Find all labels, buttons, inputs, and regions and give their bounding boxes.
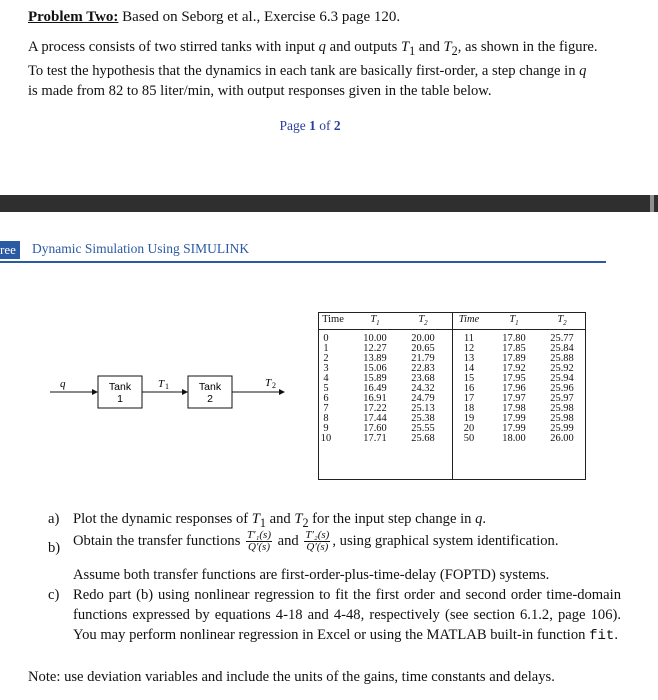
t2-sub: 2 <box>272 381 276 390</box>
tank2-label: Tank <box>198 381 222 393</box>
page-indicator <box>0 118 620 134</box>
intro-text-5: is made from 82 to 85 liter/min, with output responses given in the table below. <box>28 82 492 99</box>
table-cell: 25.97 <box>550 393 574 404</box>
page-prefix: Page <box>279 118 310 133</box>
table-mid-border <box>452 312 453 480</box>
column-t1-left <box>360 334 390 444</box>
qa-text-1: Plot the dynamic responses of <box>73 511 252 527</box>
header-t2-right: $T_2$ <box>557 314 567 328</box>
qc-text-1: Redo part (b) using nonlinear regression to fit the first order and second order time-domain functions expressed by equations 4-18 and 4-48, respectively (see section 6.1.2, page 106). You may perform nonlinear regression in Excel or using the MATLAB built-in function <box>73 587 621 643</box>
table-cell: 8 <box>323 413 329 424</box>
table-cell: 17.71 <box>363 433 387 444</box>
table-cell: 18.00 <box>502 433 526 444</box>
column-time-right <box>455 334 483 444</box>
intro-text-4: , as shown in the figure. To test the hypothesis that the dynamics in each tank are basically first-order, a step change in <box>28 39 598 79</box>
table-cell: 22.83 <box>411 363 435 374</box>
intro-t1-sub: 1 <box>409 43 416 58</box>
intro-q: q <box>318 39 326 55</box>
table-cell: 17.60 <box>363 423 387 434</box>
qb-text-2: , using graphical system identification. <box>332 532 559 549</box>
table-cell: 15.06 <box>363 363 387 374</box>
table-cell: 4 <box>323 373 329 384</box>
t2-label: T <box>265 377 272 389</box>
response-table <box>318 312 586 480</box>
t1-label: T <box>158 378 165 390</box>
table-cell: 17.95 <box>502 373 526 384</box>
table-cell: 20 <box>463 423 475 434</box>
table-cell: 17.96 <box>502 383 526 394</box>
question-c <box>73 585 621 646</box>
table-cell: 16 <box>463 383 475 394</box>
section-header <box>0 239 606 263</box>
qb-and: and <box>274 532 303 549</box>
tank2-number: 2 <box>207 393 213 405</box>
table-cell: 20.00 <box>411 333 435 344</box>
table-cell: 1 <box>323 343 329 354</box>
qa-text-3: for the input step change in <box>308 511 476 527</box>
problem-label: Problem Two: <box>28 9 119 25</box>
header-time-left: Time <box>322 314 344 325</box>
table-cell: 24.32 <box>411 383 435 394</box>
table-cell: 17.44 <box>363 413 387 424</box>
problem-reference: Based on Seborg et al., Exercise 6.3 page 120. <box>118 9 401 25</box>
note: Note: use deviation variables and include the units of the gains, time constants and delays. <box>28 669 555 685</box>
question-b <box>73 530 633 553</box>
intro-text-3: and <box>415 39 444 55</box>
table-cell: 12.27 <box>363 343 387 354</box>
fraction-t1-over-q <box>246 530 272 553</box>
frac2-den: Q′(s) <box>306 541 329 553</box>
table-cell: 11 <box>463 333 474 344</box>
table-cell: 25.92 <box>550 363 574 374</box>
table-cell: 9 <box>323 423 329 434</box>
intro-paragraph <box>28 37 598 101</box>
fraction-t2-over-q <box>304 530 330 553</box>
table-cell: 25.38 <box>411 413 435 424</box>
question-b-label: b) <box>48 540 61 556</box>
table-cell: 25.13 <box>411 403 435 414</box>
page-current: 1 <box>309 118 316 133</box>
table-cell: 18 <box>463 403 475 414</box>
header-t2-left: $T_2$ <box>418 314 428 328</box>
table-cell: 17.99 <box>502 413 526 424</box>
qb-text-1: Obtain the transfer functions <box>73 532 245 549</box>
table-cell: 17.99 <box>502 423 526 434</box>
page-middle: of <box>315 118 334 133</box>
t1-sub: 1 <box>165 382 169 391</box>
table-cell: 12 <box>463 343 475 354</box>
intro-q-2: q <box>579 62 587 79</box>
table-cell: 17.97 <box>502 393 526 404</box>
column-t2-left <box>408 334 438 444</box>
intro-t1: T <box>400 39 410 55</box>
table-cell: 17.80 <box>502 333 526 344</box>
table-cell: 17.98 <box>502 403 526 414</box>
table-cell: 25.88 <box>550 353 574 364</box>
table-cell: 25.99 <box>550 423 574 434</box>
table-cell: 25.98 <box>550 413 574 424</box>
table-cell: 6 <box>323 393 329 404</box>
table-cell: 3 <box>323 363 329 374</box>
input-q-label: q <box>60 378 66 390</box>
section-tab-label: ree <box>0 242 16 257</box>
qa-q: q <box>475 511 483 527</box>
table-cell: 17.85 <box>502 343 526 354</box>
table-cell: 10.00 <box>363 333 387 344</box>
table-cell: 21.79 <box>411 353 435 364</box>
table-cell: 16.91 <box>363 393 387 404</box>
table-right-border <box>585 312 586 480</box>
table-cell: 17.22 <box>363 403 387 414</box>
qa-text-2: and <box>265 511 295 527</box>
intro-t2-sub: 2 <box>451 43 458 58</box>
question-a-label: a) <box>48 511 60 527</box>
table-cell: 25.84 <box>550 343 574 354</box>
table-cell: 2 <box>323 353 329 364</box>
frac2-num: T′₂(s) <box>305 529 330 541</box>
question-c-label: c) <box>48 587 60 603</box>
page-separator-bar <box>0 195 658 212</box>
table-cell: 24.79 <box>411 393 435 404</box>
tank-diagram <box>50 365 290 425</box>
header-t1-right: $T_1$ <box>509 314 519 328</box>
table-cell: 10 <box>320 433 332 444</box>
column-t2-right <box>547 334 577 444</box>
column-time-left <box>318 334 334 444</box>
problem-title <box>28 9 400 26</box>
table-cell: 17 <box>463 393 475 404</box>
header-time-right: Time <box>458 314 480 325</box>
section-tab[interactable] <box>0 241 20 259</box>
table-cell: 13 <box>463 353 475 364</box>
question-a: Plot the dynamic responses of $T_1$ and $T_2$ for the input step change in q. <box>73 511 487 530</box>
frac1-den: Q′(s) <box>248 541 270 553</box>
table-cell: 0 <box>323 333 329 344</box>
table-cell: 20.65 <box>411 343 435 354</box>
table-cell: 25.55 <box>411 423 435 434</box>
table-cell: 23.68 <box>411 373 435 384</box>
frac1-num: T′₁(s) <box>247 529 271 541</box>
qc-text-2: . <box>614 627 618 643</box>
tank1-number: 1 <box>117 393 123 405</box>
table-cell: 25.98 <box>550 403 574 414</box>
table-cell: 7 <box>323 403 329 414</box>
scrollbar-thumb[interactable] <box>650 195 654 212</box>
qa-text-4: . <box>482 511 487 527</box>
table-cell: 13.89 <box>363 353 387 364</box>
table-cell: 14 <box>463 363 475 374</box>
qc-code: fit <box>589 628 615 644</box>
table-cell: 15.89 <box>363 373 387 384</box>
table-cell: 26.00 <box>550 433 574 444</box>
table-cell: 25.96 <box>550 383 574 394</box>
table-cell: 17.92 <box>502 363 526 374</box>
table-cell: 25.77 <box>550 333 574 344</box>
column-t1-right <box>499 334 529 444</box>
intro-text-1: A process consists of two stirred tanks with input <box>28 39 319 55</box>
tank1-label: Tank <box>108 381 132 393</box>
table-cell: 15 <box>463 373 475 384</box>
intro-t2: T <box>443 39 452 55</box>
table-cell: 5 <box>323 383 329 394</box>
table-cell: 19 <box>463 413 475 424</box>
table-cell: 16.49 <box>363 383 387 394</box>
table-cell: 50 <box>463 433 475 444</box>
table-cell: 17.89 <box>502 353 526 364</box>
table-cell: 25.94 <box>550 373 574 384</box>
table-cell: 25.68 <box>411 433 435 444</box>
question-b-line2: Assume both transfer functions are first-order-plus-time-delay (FOPTD) systems. <box>73 567 550 583</box>
page-total: 2 <box>333 118 341 133</box>
header-t1-left: $T_1$ <box>370 314 380 328</box>
intro-text-2: and outputs <box>325 39 401 55</box>
section-heading: Dynamic Simulation Using SIMULINK <box>32 241 250 256</box>
